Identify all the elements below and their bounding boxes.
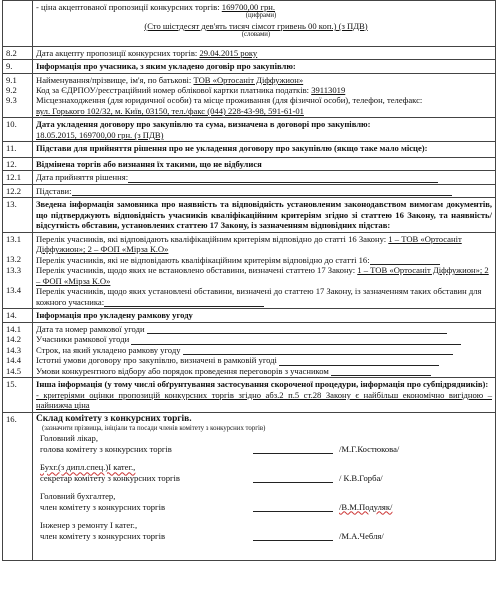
price-label: - ціна акцептованої пропозиції конкурсних торгів:	[36, 2, 222, 12]
section-num: 10.	[3, 118, 33, 142]
price-value: 169700,00 грн.	[221, 2, 276, 12]
section-num: 9.	[3, 60, 33, 73]
item-num: 13.3	[6, 264, 22, 275]
decision-date-label: Дата прийняття рішення:	[36, 172, 129, 183]
member-position: Головний лікар,	[40, 433, 98, 444]
edrpou-label: Код за ЄДРПОУ/реєстраційний номер облікової картки платника податків:	[36, 84, 312, 95]
no-circumstances-value: 1 – ТОВ «Ортосаніт Діффужион»; 2 – ФОП «Мірза К.О»	[36, 265, 489, 286]
member-position: Головний бухгалтер,	[40, 491, 116, 502]
circumstances-line	[104, 298, 264, 307]
section-title: Інформація про учасника, з яким укладено договір про закупівлю:	[36, 61, 296, 72]
address-value: вул. Горького 102/32, м. Київ, 03150, тел./факс (044) 228-43-98, 591-61-01	[36, 105, 304, 116]
member-name: /В.М.Подуляк/	[339, 501, 393, 512]
committee-note: (зазначити прізвища, ініціали та посади членів комітету з конкурсних торгів)	[42, 425, 266, 433]
section-15	[3, 378, 496, 412]
row-num: 8.2	[3, 46, 33, 59]
words-note: (словами)	[241, 31, 271, 39]
acceptance-date-label: Дата акцепту пропозиції конкурсних торгів:	[36, 47, 200, 58]
row-12-1	[3, 171, 496, 184]
member-role: секретар комітету з конкурсних торгів	[40, 472, 180, 483]
participant-name-value: ТОВ «Ортосаніт Діффужион»	[193, 74, 304, 85]
member-position: Бухг.(з дипл.спец.)I катег.,	[40, 462, 136, 473]
not-qualified-label: Перелік учасників, які не відповідають кваліфікаційним критеріям відповідно до статті 16:	[36, 254, 370, 265]
section-12	[3, 157, 496, 170]
contract-value: 18.05.2015, 169700,00 грн. (з ПДВ)	[36, 129, 164, 140]
signature-line	[253, 474, 333, 483]
member-role: голова комітету з конкурсних торгів	[40, 443, 172, 454]
section-num: 14.	[3, 309, 33, 322]
item-num: 9.2	[6, 84, 17, 95]
section-num: 12.	[3, 157, 33, 170]
framework-term-label: Строк, на який укладено рамкову угоду	[36, 344, 181, 355]
row-12-2	[3, 184, 496, 197]
other-info-value: - критеріями оцінки пропозицій конкурсних торгів згідно абз.2 п.5 ст.28 Закону є найбільш економічно вигідною – найнижча ціна	[36, 389, 492, 411]
framework-conditions-label: Істотні умови договору про закупівлю, визначені в рамковій угоді	[36, 355, 277, 366]
section-13	[3, 198, 496, 232]
grounds-label: Підстави:	[36, 185, 72, 196]
address-label: Місцезнаходження (для юридичної особи) та місце проживання (для фізичної особи), телефон, телефакс:	[36, 95, 423, 106]
qualified-value: 1 – ТОВ «Ортосаніт Діффужион»; 2 – ФОП «Мірза К.О»	[36, 233, 462, 255]
not-qualified-line	[370, 256, 440, 265]
member-position: Інженер з ремонту I катег.,	[40, 520, 138, 531]
item-num: 13.1	[6, 233, 22, 244]
section-title: Підстави для прийняття рішення про не укладення договору про закупівлю (якщо таке мало місце):	[36, 143, 428, 154]
section-14-items	[3, 322, 496, 377]
item-num: 14.4	[6, 355, 22, 366]
circumstances-label: Перелік учасників, щодо яких установлені обставини, визначені до статтею 17 Закону, із зазначенням таких обставин для кожного учасника:	[36, 286, 482, 307]
framework-date-label: Дата та номер рамкової угоди	[36, 323, 145, 334]
item-num: 9.3	[6, 95, 17, 106]
no-circumstances-label: Перелік учасників, щодо яких не встановлено обставини, визначені статтею 17 Закону:	[36, 265, 358, 276]
section-11	[3, 142, 496, 157]
signature-line	[253, 503, 333, 512]
section-title: Зведена інформація замовника про наявність та відповідність установленим законодавством вимогам документів, що підтверджують відповідність учасників кваліфікаційним критеріям згідно зі статтею 16 Закону, та наявність/відсутність обставин, установлених статтею 17 Закону, із зазначенням відповідних підстав:	[36, 199, 492, 231]
item-num: 12.1	[3, 171, 33, 184]
item-num: 14.1	[6, 323, 22, 334]
item-num: 9.1	[6, 74, 17, 85]
edrpou-value: 39113019	[311, 84, 346, 95]
section-title: Інформація про укладену рамкову угоду	[36, 310, 193, 321]
framework-selection-label: Умови конкурентного відбору або порядок проведення переговорів з учасником	[36, 365, 329, 376]
item-num: 14.3	[6, 344, 22, 355]
item-num: 13.4	[6, 285, 22, 296]
acceptance-date-value: 29.04.2015 року	[199, 47, 258, 58]
signature-line	[253, 445, 333, 454]
item-num: 12.2	[3, 184, 33, 197]
section-13-items	[3, 232, 496, 308]
decision-date-line	[128, 174, 438, 183]
item-num: 14.2	[6, 334, 22, 345]
row-8-2	[3, 46, 496, 59]
member-role: член комітету з конкурсних торгів	[40, 501, 166, 512]
qualified-label: Перелік учасників, які відповідають кваліфікаційним критеріям відповідно до статті 16 Закону:	[36, 233, 389, 244]
item-num: 13.2	[6, 254, 22, 265]
signature-line	[253, 532, 333, 541]
section-title: Відмінена торгів або визнання їх такими, що не відбулися	[36, 158, 262, 169]
section-9-items	[3, 73, 496, 118]
section-num: 16.	[3, 412, 33, 560]
section-title: Склад комітету з конкурсних торгів.	[36, 413, 192, 424]
section-num: 11.	[3, 142, 33, 157]
section-title: Дата укладення договору про закупівлю та сума, визначена в договорі про закупівлю:	[36, 119, 371, 130]
section-title: Інша інформація (у тому числі обґрунтування застосування скороченої процедури, інформація про субпідрядників):	[36, 379, 489, 390]
signature-row	[40, 531, 492, 541]
member-name: / К.В.Горба/	[339, 472, 383, 483]
section-num: 15.	[3, 378, 33, 412]
section-9	[3, 60, 496, 73]
price-row	[3, 1, 496, 47]
signature-row	[40, 444, 492, 454]
grounds-line	[72, 187, 452, 196]
member-name: /М.Г.Костюкова/	[339, 443, 400, 454]
section-10	[3, 118, 496, 142]
item-num: 14.5	[6, 365, 22, 376]
participant-name-label: Найменування/прізвище, ім'я, по батькові:	[36, 74, 194, 85]
signature-row	[40, 502, 492, 512]
section-num: 13.	[3, 198, 33, 232]
signature-row	[40, 473, 492, 483]
digits-note: (цифрами)	[245, 12, 277, 20]
section-16	[3, 412, 496, 560]
member-role: член комітету з конкурсних торгів	[40, 530, 166, 541]
framework-participants-label: Учасники рамкової угоди	[36, 334, 130, 345]
section-14	[3, 309, 496, 322]
report-table	[2, 0, 496, 561]
price-words: (Сто шістдесят дев'ять тисяч сімсот гривень 00 коп.) (з ПДВ)	[144, 20, 368, 31]
member-name: /М.А.Чебля/	[339, 530, 384, 541]
